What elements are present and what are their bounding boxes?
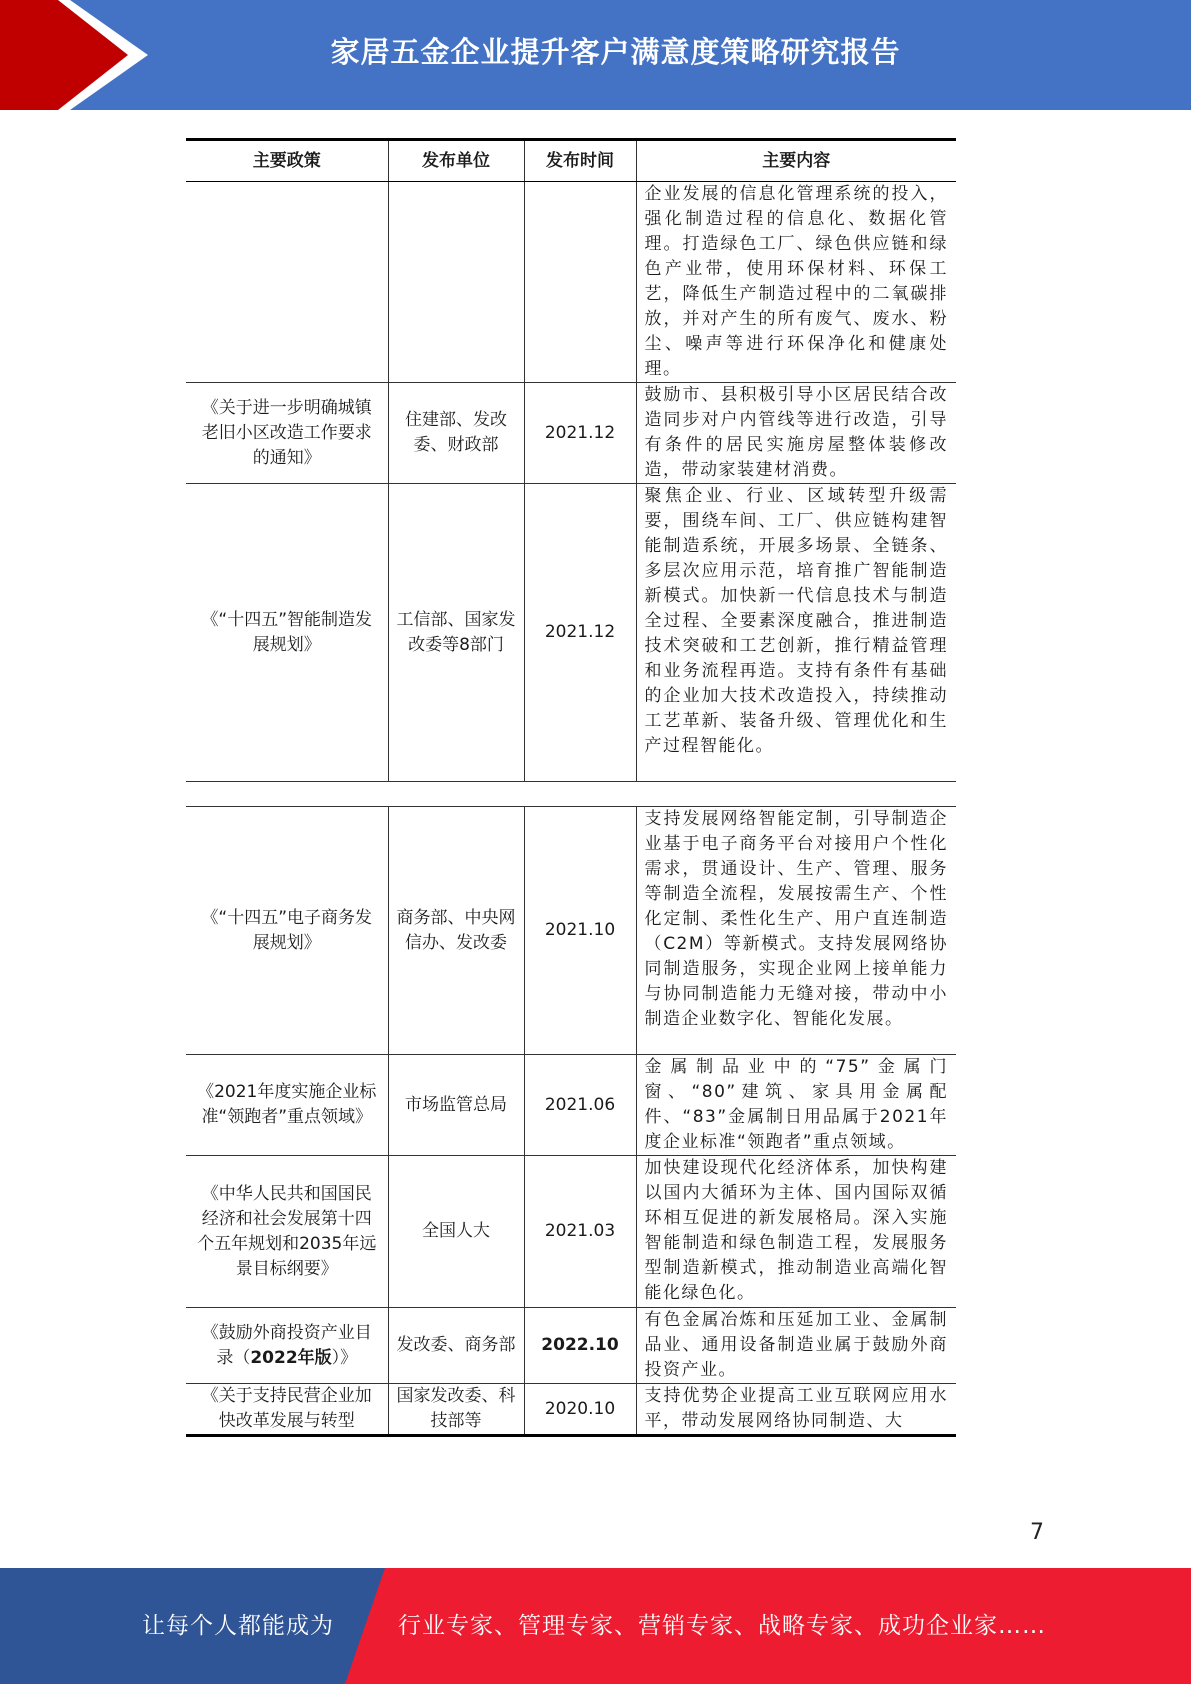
cell-issuer: 商务部、中央网信办、发改委 <box>388 807 524 1055</box>
policy-table-part1 <box>186 138 956 782</box>
cell-issuer: 工信部、国家发改委等8部门 <box>388 484 524 782</box>
footer-slogan-left: 让每个人都能成为 <box>142 1613 334 1639</box>
cell-content: 鼓励市、县积极引导小区居民结合改造同步对户内管线等进行改造，引导有条件的居民实施房屋整体装修改造，带动家装建材消费。 <box>636 383 956 484</box>
cell-date <box>524 182 636 383</box>
cell-date: 2021.12 <box>524 383 636 484</box>
table-row <box>186 383 956 484</box>
cell-issuer: 市场监管总局 <box>388 1055 524 1156</box>
footer-slogan-right: 行业专家、管理专家、营销专家、战略专家、成功企业家…… <box>398 1613 1046 1639</box>
page-header <box>0 0 1191 110</box>
cell-policy-prefix: 《鼓励外商投资产业目录（ <box>201 1322 372 1368</box>
table-row <box>186 182 956 383</box>
table-row <box>186 1384 956 1436</box>
cell-content: 企业发展的信息化管理系统的投入，强化制造过程的信息化、数据化管理。打造绿色工厂、绿色供应链和绿色产业带，使用环保材料、环保工艺，降低生产制造过程中的二氧碳排放，并对产生的所有废气、废水、粉尘、噪声等进行环保净化和健康处理。 <box>636 182 956 383</box>
cell-policy-edition: 2022年版 <box>250 1347 332 1368</box>
cell-content: 加快建设现代化经济体系，加快构建以国内大循环为主体、国内国际双循环相互促进的新发展格局。深入实施智能制造和绿色制造工程，发展服务型制造新模式，推动制造业高端化智能化绿色化。 <box>636 1156 956 1308</box>
cell-issuer: 发改委、商务部 <box>388 1308 524 1384</box>
cell-issuer: 国家发改委、科技部等 <box>388 1384 524 1436</box>
cell-issuer <box>388 182 524 383</box>
cell-date: 2021.03 <box>524 1156 636 1308</box>
report-title: 家居五金企业提升客户满意度策略研究报告 <box>330 34 901 69</box>
page-number: 7 <box>1030 1520 1044 1545</box>
cell-policy: 《中华人民共和国国民经济和社会发展第十四个五年规划和2035年远景目标纲要》 <box>186 1156 388 1308</box>
cell-date: 2021.10 <box>524 807 636 1055</box>
cell-content: 支持优势企业提高工业互联网应用水平，带动发展网络协同制造、大 <box>636 1384 956 1436</box>
table-header-row <box>186 140 956 182</box>
table-row <box>186 1156 956 1308</box>
cell-date: 2022.10 <box>524 1308 636 1384</box>
table-row <box>186 1308 956 1384</box>
cell-policy: 《“十四五”电子商务发展规划》 <box>186 807 388 1055</box>
cell-content: 金属制品业中的“75”金属门窗、“80”建筑、家具用金属配件、“83”金属制日用品属于2021年度企业标准“领跑者”重点领域。 <box>636 1055 956 1156</box>
cell-issuer: 全国人大 <box>388 1156 524 1308</box>
cell-content: 有色金属冶炼和压延加工业、金属制品业、通用设备制造业属于鼓励外商投资产业。 <box>636 1308 956 1384</box>
column-header-policy: 主要政策 <box>186 140 388 182</box>
page-footer <box>0 1568 1191 1684</box>
table-row <box>186 807 956 1055</box>
cell-policy <box>186 1308 388 1384</box>
cell-date: 2021.06 <box>524 1055 636 1156</box>
column-header-date: 发布时间 <box>524 140 636 182</box>
cell-content: 聚焦企业、行业、区域转型升级需要，围绕车间、工厂、供应链构建智能制造系统，开展多场景、全链条、多层次应用示范，培育推广智能制造新模式。加快新一代信息技术与制造全过程、全要素深度融合，推进制造技术突破和工艺创新，推行精益管理和业务流程再造。支持有条件有基础的企业加大技术改造投入，持续推动工艺革新、装备升级、管理优化和生产过程智能化。 <box>636 484 956 782</box>
column-header-issuer: 发布单位 <box>388 140 524 182</box>
cell-date: 2020.10 <box>524 1384 636 1436</box>
cell-policy-suffix: ）》 <box>331 1347 358 1368</box>
table-row <box>186 1055 956 1156</box>
cell-date: 2021.12 <box>524 484 636 782</box>
table-row <box>186 484 956 782</box>
cell-policy: 《关于支持民营企业加快改革发展与转型 <box>186 1384 388 1436</box>
cell-policy: 《关于进一步明确城镇老旧小区改造工作要求的通知》 <box>186 383 388 484</box>
cell-policy <box>186 182 388 383</box>
column-header-content: 主要内容 <box>636 140 956 182</box>
policy-table-part2 <box>186 806 956 1437</box>
cell-policy: 《2021年度实施企业标准“领跑者”重点领域》 <box>186 1055 388 1156</box>
cell-content: 支持发展网络智能定制，引导制造企业基于电子商务平台对接用户个性化需求，贯通设计、生产、管理、服务等制造全流程，发展按需生产、个性化定制、柔性化生产、用户直连制造（C2M）等新模式。支持发展网络协同制造服务，实现企业网上接单能力与协同制造能力无缝对接，带动中小制造企业数字化、智能化发展。 <box>636 807 956 1055</box>
cell-issuer: 住建部、发改委、财政部 <box>388 383 524 484</box>
cell-policy: 《“十四五”智能制造发展规划》 <box>186 484 388 782</box>
